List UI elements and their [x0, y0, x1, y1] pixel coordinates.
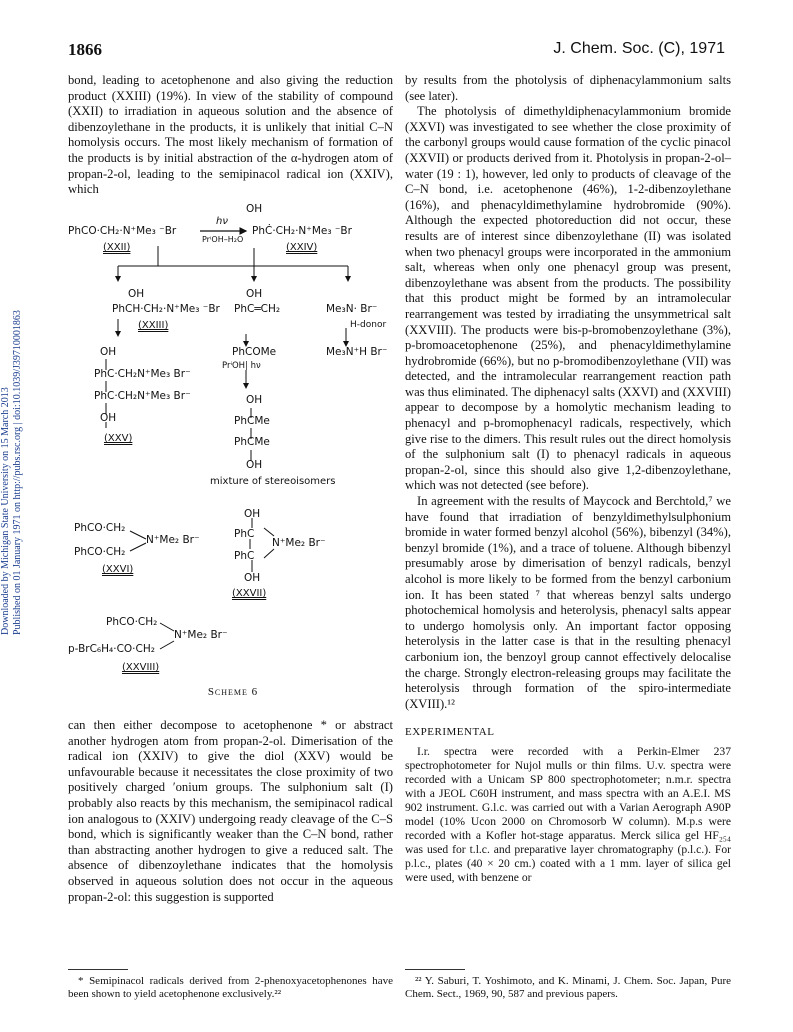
xxvii-nitrogen: N⁺Me₂ Br⁻ [272, 537, 326, 549]
label-oh: OH [244, 572, 261, 584]
label-oh: OH [244, 508, 261, 520]
right-column-top [405, 73, 731, 712]
xxvi-upper: PhCO·CH₂ [74, 522, 126, 534]
paragraph: can then either decompose to acetophenone * or abstract another hydrogen atom from propan-2-ol. Dimerisation of the radical ion (XXIV) to give the diol (XXV) would be unfavourable because it necessitates the close proximity of two positively charged ′onium groups. The sulphonium salt (I) probably also reacts by this mechanism, the semipinacol radical ion analogous to (XXIV) undergoing ready cleavage of the C–S bond, which is significantly weaker than the C–N bond, rather than abstracting another hydrogen to give a reduced salt. The absence of dibenzoylethane indicates that the homolysis observed in aqueous solution does not occur in the aqueous propan-2-ol: this suggestion is supported [68, 718, 393, 904]
scheme-caption: Scheme 6 [207, 686, 259, 698]
page-number: 1866 [68, 40, 102, 59]
left-column-top [68, 73, 393, 198]
xxvii-upper: PhC [234, 528, 255, 540]
compound-xxii: PhCO·CH₂·N⁺Me₃ ⁻Br [68, 225, 177, 237]
paragraph: bond, leading to acetophenone and also giving the reduction product (XXIII) (19%). In view of the stability of compound (XXII) to irradiation in aqueous solution and the absence of dibenzoylethane in the products, it is unlikely that initial C–N homolysis occurs. The most likely mechanism of formation of the products is by initial abstraction of the α-hydrogen atom of propan-2-ol, leading to the semipinacol radical ion (XXIV), which [68, 73, 393, 197]
acetophenone: PhCOMe [232, 346, 277, 358]
xxvi-nitrogen: N⁺Me₂ Br⁻ [146, 534, 200, 546]
xxviii-upper: PhCO·CH₂ [106, 616, 158, 628]
label-oh: OH [246, 288, 263, 300]
h-donor-label: H-donor [350, 320, 387, 330]
diol-upper: PhC·CH₂N⁺Me₃ Br⁻ [94, 368, 191, 380]
paragraph: In agreement with the results of Maycock and Berchtold,⁷ we have found that irradiation of benzyldimethylsulphonium bromide in water formed benzyl alcohol (56%), bibenzyl (34%), benzyl bromide (1%), and a trace of toluene. Although bibenzyl presumably arose by dimerisation of benzyl radicals, benzyl alcohol is more likely to be formed from the benzyl carbonium ion. It has been stated ⁷ that whereas benzyl salts undergo photochemical homolysis and heterolysis, phenacyl salts appear to undergo homolysis only. An important factor opposing heterolysis in the latter case is that in the resulting phenacyl carbonium ion, the benzoyl group cannot effectively delocalise the charge. Strongly electron-releasing groups may facilitate the heterolysis through formation of the spiro-intermediate (XVIII).¹² [405, 494, 731, 711]
footnote-rule [68, 969, 128, 970]
label-xxii: (XXII) [103, 242, 131, 253]
watermark-line-1[interactable]: Downloaded by Michigan State University on 15 March 2013 [0, 387, 11, 635]
paragraph: by results from the photolysis of diphenacylammonium salts (see later). [405, 73, 731, 103]
experimental-section [405, 716, 731, 885]
label-xxvii: (XXVII) [232, 588, 267, 599]
label-oh: OH [246, 203, 263, 215]
left-column-bottom [68, 718, 393, 905]
label-oh: OH [100, 346, 117, 358]
compound-xxiii: PhCH·CH₂·N⁺Me₃ ⁻Br [112, 303, 220, 315]
scheme-6 [68, 196, 398, 696]
section-heading: EXPERIMENTAL [405, 726, 495, 738]
label-oh: OH [128, 288, 145, 300]
xxviii-lower: p-BrC₆H₄·CO·CH₂ [68, 643, 155, 655]
reference-22: ²² Y. Saburi, T. Yoshimoto, and K. Minami, J. Chem. Soc. Japan, Pure Chem. Sect., 1969, 90, 587 and previous papers. [405, 975, 731, 1000]
label-oh: OH [246, 459, 263, 471]
footnote: * Semipinacol radicals derived from 2-phenoxyacetophenones have been shown to yield acetophenone exclusively.²² [68, 975, 393, 1000]
enol: PhC═CH₂ [234, 303, 281, 315]
download-watermark [0, 75, 23, 635]
trimethylamine-hydrobromide: Me₃N⁺H Br⁻ [326, 346, 388, 358]
reaction-label-photolysis: PrⁱOH| hν [222, 361, 261, 371]
pinacol-lower: PhCMe [234, 436, 270, 448]
xxvii-lower: PhC [234, 550, 255, 562]
label-oh: OH [100, 412, 117, 424]
paragraph: The photolysis of dimethyldiphenacylammonium bromide (XXVI) was investigated to see whether the close proximity of the carbonyl groups would cause formation of the cyclic pinacol (XXVII) or products derived from it. Photolysis in propan-2-ol–water (19 : 1), however, led only to products of cleavage of the C–N bond, i.e. acetophenone (46%), 1-2-dibenzoylethane (16%), and phenacyldimethylamine hydrobromide (90%). Although the expected photoreduction did not occur, these results are of interest since dibenzoylethane (II) was isolated when two phenacyl groups were incorporated in the ammonium salt, whereas when only one phenacyl group was present, dibenzoylethane was absent from the products. The possibility that this product might be formed by an intramolecular rearrangement was tested by irradiating the unsymmetrical salt (XXVIII). The products were bis-p-bromobenzoylethane (3%), p-bromoacetophenone (25%), and phenacyldimethylamine hydrobromide (66%), but no p-bromodibenzoylethane (VII) was detected, and the intramolecular rearrangement reaction path was thus eliminated. The diphenacyl salts (XXVI) and (XXVIII) appear to decompose by a homolytic mechanism leading to phenacyl and p-bromophenacyl radicals, respectively, which give rise to the dimers. This result rules out the direct homolysis of the sulphonium salt (I) to phenacyl radicals in aqueous propan-2-ol, since this should also give 1,2-dibenzoylethane, which was not detected (see before). [405, 104, 731, 493]
trimethylamine-radical: Me₃N· Br⁻ [326, 303, 378, 315]
label-xxiv: (XXIV) [286, 242, 318, 253]
label-xxviii: (XXVIII) [122, 662, 160, 673]
watermark-line-2[interactable]: Published on 01 January 1971 on http://pubs.rsc.org | doi:10.1039/J39710001863 [12, 310, 23, 635]
arrow-label-solvent: PrⁱOH–H₂O [202, 235, 244, 244]
stereoisomer-note: mixture of stereoisomers [210, 476, 336, 487]
xxviii-nitrogen: N⁺Me₂ Br⁻ [174, 629, 228, 641]
diol-lower: PhC·CH₂N⁺Me₃ Br⁻ [94, 390, 191, 402]
xxvi-lower: PhCO·CH₂ [74, 546, 126, 558]
label-xxiii: (XXIII) [138, 320, 169, 331]
journal-header: J. Chem. Soc. (C), 1971 [553, 40, 725, 57]
label-xxv: (XXV) [104, 433, 133, 444]
footnote-rule [405, 969, 465, 970]
arrow-label-hv: hν [216, 216, 228, 227]
label-oh: OH [246, 394, 263, 406]
label-xxvi: (XXVI) [102, 564, 134, 575]
paragraph: I.r. spectra were recorded with a Perkin-Elmer 237 spectrophotometer for Nujol mulls or thin films. U.v. spectra were recorded with a Unicam SP 800 spectrophotometer; n.m.r. spectra with a JEOL C60H instrument, and mass spectra with an A.E.I. MS 902 instrument. G.l.c. was carried out with a Varian Aerograph A90P model (10% Ucon 2000 on Chromosorb W column). M.p.s were recorded with a Kofler hot-stage apparatus. Merck silica gel HF₂₅₄ was used for t.l.c. and preparative layer chromatography (p.l.c.). For p.l.c., plates (40 × 20 cm.) coated with a 1 mm. layer of silica gel were used, with benzene or [405, 744, 731, 884]
pinacol-upper: PhCMe [234, 415, 270, 427]
compound-xxiv: PhĊ·CH₂·N⁺Me₃ ⁻Br [252, 225, 352, 237]
